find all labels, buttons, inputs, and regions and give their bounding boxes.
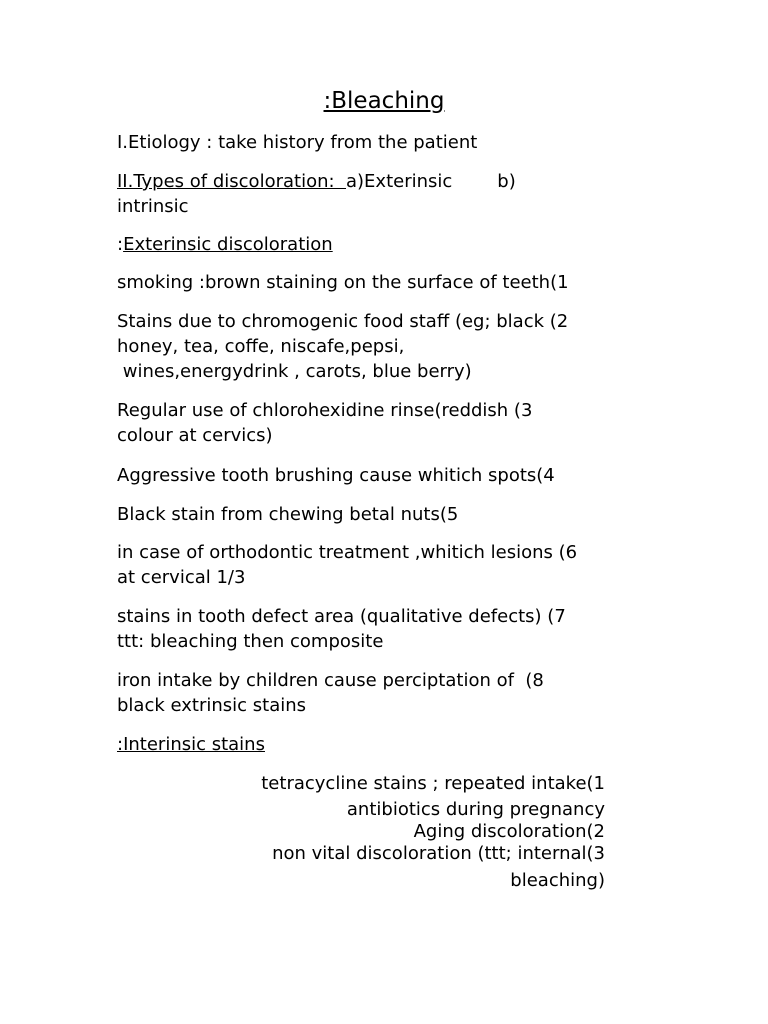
etiology-line: I.Etiology : take history from the patient <box>117 132 478 153</box>
intrinsic-item: bleaching) <box>510 870 605 891</box>
extrinsic-item: Regular use of chlorohexidine rinse(reddish (3 colour at cervics) <box>117 400 533 446</box>
extrinsic-item: Aggressive tooth brushing cause whitich spots(4 <box>117 465 555 486</box>
extrinsic-item: iron intake by children cause perciptation of (8 black extrinsic stains <box>117 670 544 716</box>
intrinsic-heading: :Interinsic stains <box>117 734 265 755</box>
intrinsic-item: non vital discoloration (ttt; internal(3 <box>272 843 605 864</box>
types-label: II.Types of discoloration: <box>117 171 346 192</box>
extrinsic-item: stains in tooth defect area (qualitative defects) (7 ttt: bleaching then composite <box>117 606 566 652</box>
types-option-a: a)Exterinsic <box>346 171 453 192</box>
extrinsic-item: Stains due to chromogenic food staff (eg; black (2 honey, tea, coffe, niscafe,pepsi, wines,energydrink , carots, blue berry) <box>117 311 569 382</box>
extrinsic-heading <box>117 232 657 257</box>
extrinsic-heading-text: Exterinsic discoloration <box>123 234 333 255</box>
intrinsic-item: tetracycline stains ; repeated intake(1 <box>261 773 605 794</box>
extrinsic-item: Black stain from chewing betal nuts(5 <box>117 504 459 525</box>
types-of-discoloration <box>117 169 657 219</box>
extrinsic-item: smoking :brown staining on the surface of teeth(1 <box>117 272 569 293</box>
page-title: :Bleaching <box>323 88 445 114</box>
types-option-b-text: intrinsic <box>117 196 189 217</box>
intrinsic-item: Aging discoloration(2 <box>413 821 605 842</box>
extrinsic-heading-prefix: : <box>117 234 124 255</box>
intrinsic-item: antibiotics during pregnancy <box>346 799 605 820</box>
types-option-b: b) <box>497 171 516 192</box>
extrinsic-item: in case of orthodontic treatment ,whitich lesions (6 at cervical 1/3 <box>117 542 578 588</box>
